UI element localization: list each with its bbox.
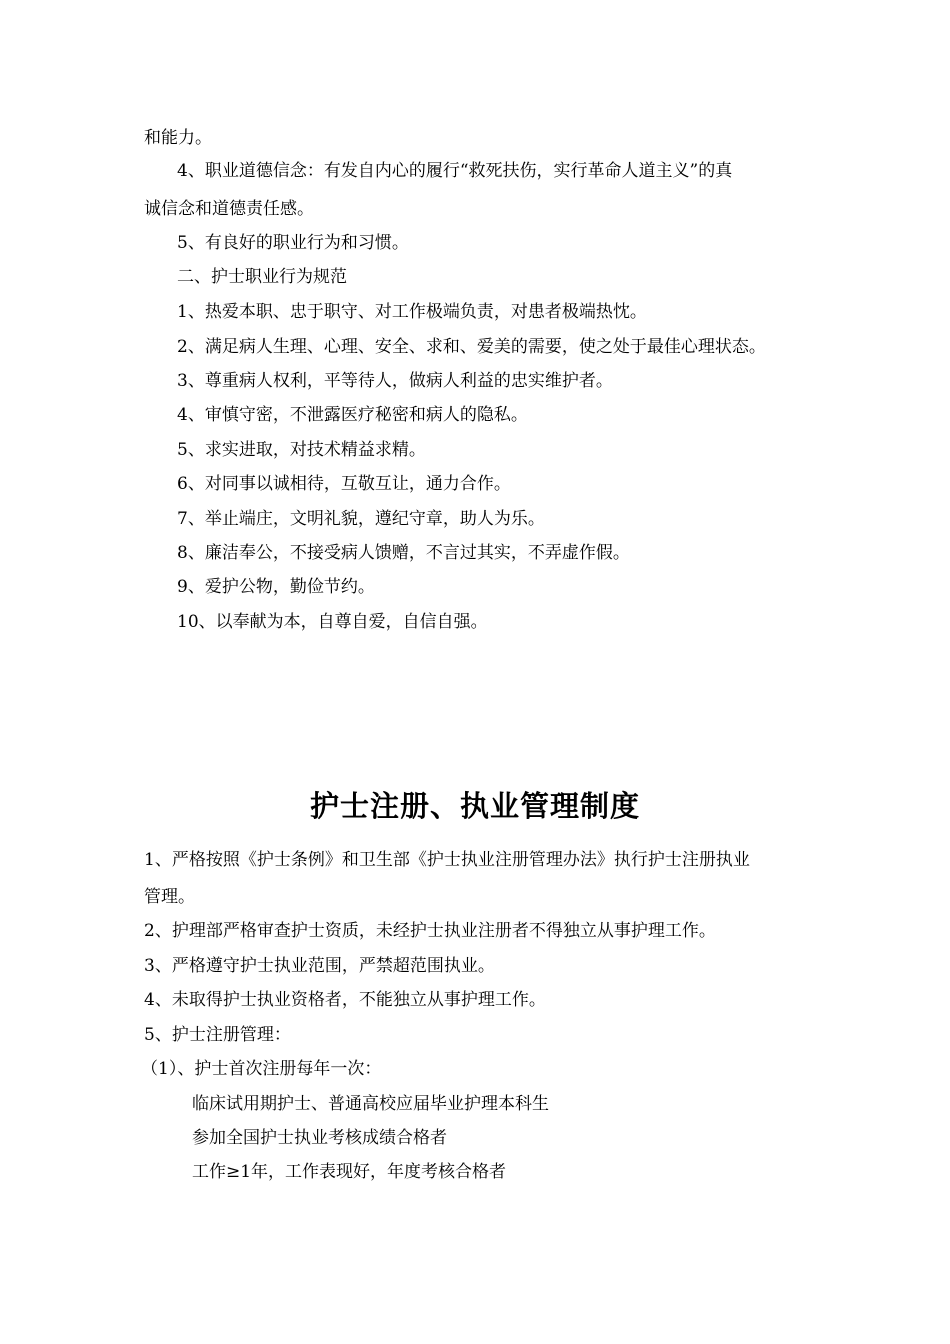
text-line: 工作≥1年，工作表现好，年度考核合格者: [192, 1162, 507, 1182]
text-line: 4、未取得护士执业资格者，不能独立从事护理工作。: [144, 990, 546, 1010]
text-line: 3、尊重病人权利，平等待人，做病人利益的忠实维护者。: [177, 371, 613, 391]
text-line: 2、满足病人生理、心理、安全、求和、爱美的需要，使之处于最佳心理状态。: [177, 337, 766, 357]
text-line: （1）、护士首次注册每年一次：: [141, 1059, 382, 1079]
text-line: 和能力。: [144, 128, 212, 148]
section-heading: 二、护士职业行为规范: [177, 267, 347, 287]
text-line: 6、对同事以诚相待，互敬互让，通力合作。: [177, 474, 511, 494]
text-line: 临床试用期护士、普通高校应届毕业护理本科生: [192, 1094, 549, 1114]
text-line: 5、求实进取，对技术精益求精。: [177, 440, 426, 460]
text-line: 诚信念和道德责任感。: [144, 199, 314, 219]
text-line: 1、热爱本职、忠于职守、对工作极端负责，对患者极端热忱。: [177, 302, 647, 322]
text-line: 9、爱护公物，勤俭节约。: [177, 577, 375, 597]
text-line: 3、严格遵守护士执业范围，严禁超范围执业。: [144, 956, 495, 976]
page-title: 护士注册、执业管理制度: [309, 789, 640, 823]
text-line: 10、以奉献为本，自尊自爱，自信自强。: [177, 612, 488, 632]
text-line: 2、护理部严格审查护士资质，未经护士执业注册者不得独立从事护理工作。: [144, 921, 716, 941]
text-line: 8、廉洁奉公，不接受病人馈赠，不言过其实，不弄虚作假。: [177, 543, 630, 563]
text-line: 4、职业道德信念：有发自内心的履行“救死扶伤，实行革命人道主义”的真: [177, 161, 733, 181]
text-line: 参加全国护士执业考核成绩合格者: [192, 1128, 447, 1148]
text-line: 管理。: [144, 887, 195, 907]
text-line: 7、举止端庄，文明礼貌，遵纪守章，助人为乐。: [177, 509, 545, 529]
text-line: 1、严格按照《护士条例》和卫生部《护士执业注册管理办法》执行护士注册执业: [144, 850, 750, 870]
text-line: 5、有良好的职业行为和习惯。: [177, 233, 409, 253]
text-line: 5、护士注册管理：: [144, 1025, 291, 1045]
text-line: 4、审慎守密，不泄露医疗秘密和病人的隐私。: [177, 405, 528, 425]
